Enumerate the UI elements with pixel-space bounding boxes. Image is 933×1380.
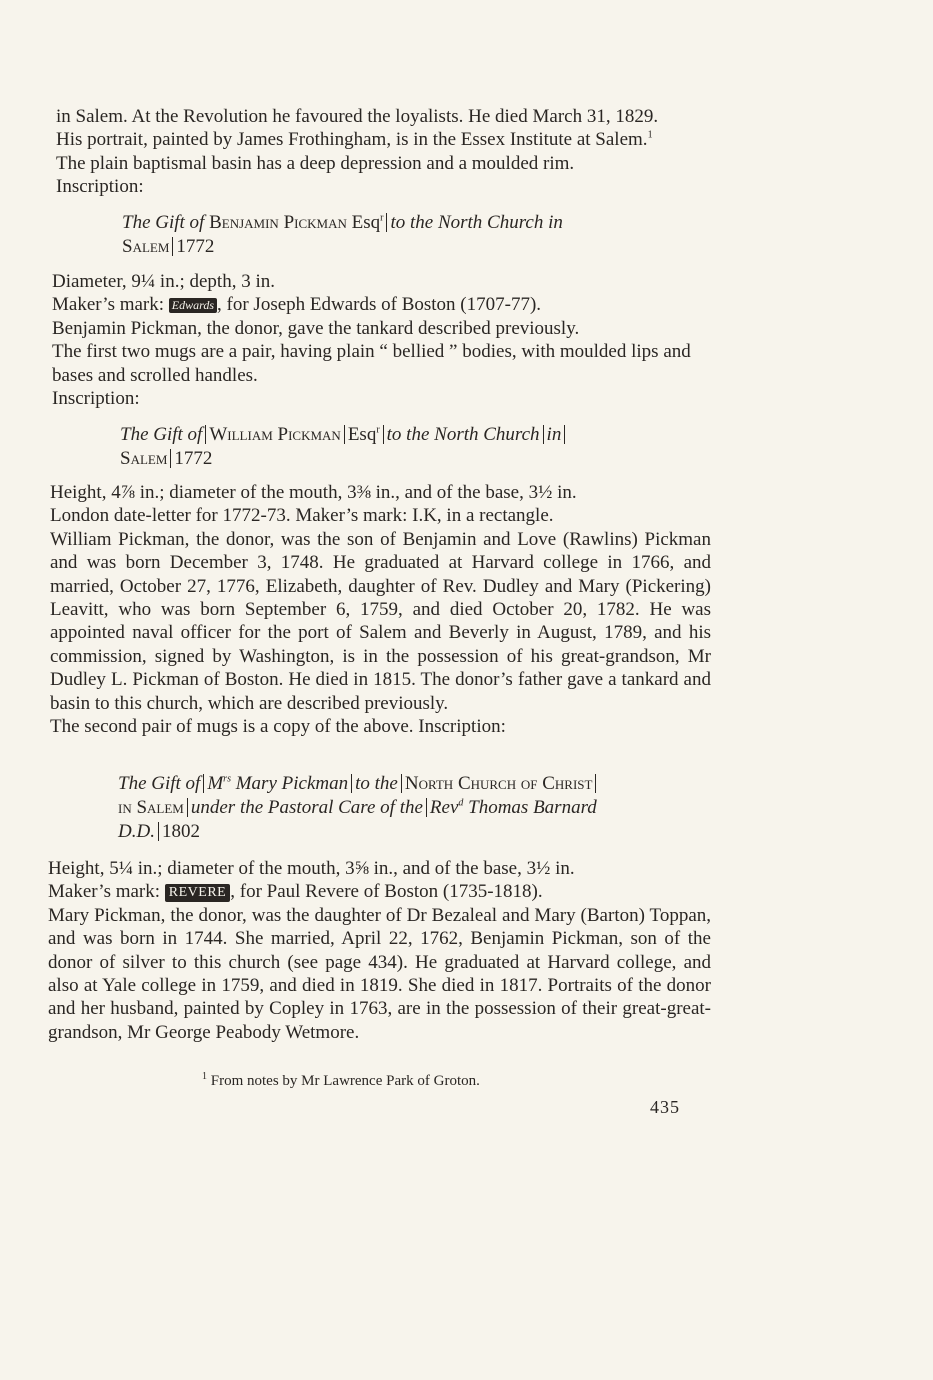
makers-mark-line: [48, 880, 711, 903]
line-divider: [344, 425, 345, 444]
inscription-text: Esq: [347, 424, 377, 445]
line-divider: [595, 774, 596, 793]
makers-mark-line: [52, 293, 717, 316]
inscription-text: D.D.: [118, 821, 155, 842]
makers-mark-label: Maker’s mark:: [52, 294, 165, 316]
line-divider: [543, 425, 544, 444]
donor-text: Benjamin Pickman, the donor, gave the tankard described previously.: [52, 317, 580, 339]
william-pickman-section: [50, 481, 711, 738]
text-line-content: His portrait, painted by James Frothingham, is in the Essex Institute at Salem.: [56, 129, 648, 151]
inscription-text: Salem: [120, 448, 168, 469]
date-letter-text: London date-letter for 1772-73. Maker’s mark: I.K, in a rectangle.: [50, 505, 554, 527]
diameter-text: Diameter, 9¼ in.; depth, 3 in.: [52, 271, 275, 292]
text-line: Inscription:: [56, 176, 144, 198]
basin-details: [52, 270, 717, 410]
measurements-text: Height, 5¼ in.; diameter of the mouth, 3⅝ in., and of the base, 3½ in.: [48, 858, 575, 879]
line-divider: [158, 822, 159, 841]
inscription-line: [118, 820, 599, 844]
line-divider: [172, 237, 173, 256]
inscription-text: to the: [355, 773, 398, 794]
donor-biography: William Pickman, the donor, was the son of Benjamin and Love (Rawlins) Pickman and was born December 3, 1748. He graduated at Harvard college in 1766, and married, October 27, 1776, Elizabeth, daughter of Rev. Dudley and Mary (Pickering) Leavitt, who was born September 6, 1759, and died October 20, 1782. He was appointed naval officer for the port of Salem and Beverly in August, 1789, and his commission, signed by Washington, is in the possession of his great-grandson, Mr Dudley L. Pickman of Boston. He died in 1815. The donor’s father gave a tankard and basin to this church, which are described previously.: [50, 528, 711, 714]
inscription-text: William Pickman: [209, 424, 341, 445]
inscription-text: Esq: [351, 212, 381, 233]
inscription-text: under the Pastoral Care of the: [190, 797, 423, 818]
footnote-text: From notes by Mr Lawrence Park of Groton.: [210, 1073, 480, 1089]
mugs-description: The first two mugs are a pair, having plain “ bellied ” bodies, with moulded lips and bases and scrolled handles.: [52, 341, 691, 386]
inscription-text: The Gift of: [122, 212, 205, 233]
inscription-line: [120, 423, 568, 447]
inscription-text: North Church of Christ: [404, 773, 593, 794]
makers-mark-label: Maker’s mark:: [48, 881, 161, 903]
inscription-text: M: [207, 773, 224, 794]
line-divider: [401, 774, 402, 793]
inscription-superscript: d: [458, 797, 464, 809]
inscription-text: Benjamin Pickman: [209, 212, 347, 233]
inscription-basin: [122, 211, 563, 259]
intro-paragraph: [56, 105, 721, 199]
inscription-text: The Gift of: [118, 773, 201, 794]
inscription-text: The Gift of: [120, 424, 203, 445]
inscription-line: [118, 772, 599, 796]
inscription-text: to the North Church in: [390, 212, 563, 233]
line-divider: [187, 798, 188, 817]
inscription-superscript: r: [380, 212, 384, 224]
inscription-text: 1772: [176, 236, 215, 257]
inscription-text: Rev: [429, 797, 459, 818]
line-divider: [386, 213, 387, 232]
text-line: in Salem. At the Revolution he favoured the loyalists. He died March 31, 1829.: [56, 106, 659, 127]
inscription-text: to the North Church: [386, 424, 540, 445]
inscription-mugs-pair: [120, 423, 568, 471]
edwards-mark-stamp: Edwards: [169, 298, 217, 313]
inscription-text: Thomas Barnard: [468, 797, 597, 818]
second-pair-text: The second pair of mugs is a copy of the above. Inscription:: [50, 716, 506, 738]
line-divider: [170, 449, 171, 468]
line-divider: [564, 425, 565, 444]
line-divider: [351, 774, 352, 793]
inscription-line: [122, 235, 563, 259]
text-line: The plain baptismal basin has a deep depression and a moulded rim.: [56, 152, 575, 174]
inscription-line: [118, 796, 599, 820]
measurements-text: Height, 4⅞ in.; diameter of the mouth, 3⅜ in., and of the base, 3½ in.: [50, 482, 577, 503]
footnote-marker: 1: [202, 1071, 207, 1082]
inscription-text: 1802: [161, 821, 200, 842]
line-divider: [205, 425, 206, 444]
inscription-line: [122, 211, 563, 235]
footnote-reference: 1: [647, 130, 653, 142]
makers-mark-text: , for Joseph Edwards of Boston (1707-77).: [217, 294, 542, 316]
revere-mark-stamp: REVERE: [165, 884, 230, 902]
mary-pickman-section: [48, 857, 711, 1044]
line-divider: [383, 425, 384, 444]
line-divider: [426, 798, 427, 817]
inscription-text: Salem: [122, 236, 170, 257]
makers-mark-text: , for Paul Revere of Boston (1735-1818).: [230, 881, 543, 903]
inscription-text: 1772: [174, 448, 213, 469]
inscription-superscript: rs: [223, 773, 231, 785]
inscription-second-pair: [118, 772, 599, 844]
line-divider: [203, 774, 204, 793]
footnote: [202, 1071, 480, 1091]
inscription-text: Mary Pickman: [235, 773, 349, 794]
donor-biography: Mary Pickman, the donor, was the daughter of Dr Bezaleal and Mary (Barton) Toppan, and was born in 1744. She married, April 22, 1762, Benjamin Pickman, son of the donor of silver to this church (see page 434). He graduated at Harvard college, and also at Yale college in 1759, and died in 1819. She died in 1817. Portraits of the donor and her husband, painted by Copley in 1763, are in the possession of their great-great-grandson, Mr George Peabody Wetmore.: [48, 904, 711, 1043]
text-line: [56, 128, 721, 151]
inscription-text: in: [546, 424, 562, 445]
inscription-line: [120, 447, 568, 471]
inscription-text: in Salem: [118, 797, 184, 818]
page-number: 435: [650, 1097, 680, 1117]
inscription-label: Inscription:: [52, 388, 140, 410]
inscription-superscript: r: [376, 424, 380, 436]
